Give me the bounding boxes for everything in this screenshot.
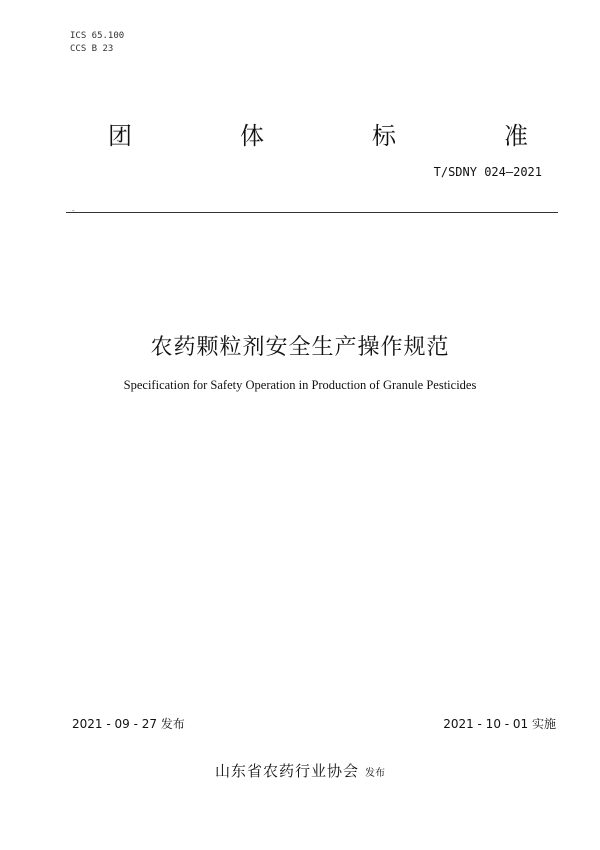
document-title-en: Specification for Safety Operation in Production of Granule Pesticides <box>123 378 477 392</box>
classification-codes <box>70 30 124 56</box>
publisher-name: 山东省农药行业协会 <box>214 762 359 780</box>
standard-type-char: 团 <box>108 122 132 150</box>
standard-type-char: 准 <box>504 122 528 150</box>
header-divider <box>66 212 558 213</box>
standard-type-char: 体 <box>240 122 264 150</box>
ccs-code: CCS B 23 <box>70 44 114 54</box>
publisher-action: 发布 <box>365 768 385 779</box>
publisher <box>0 760 600 781</box>
implement-date: 2021 - 10 - 01 实施 <box>443 717 556 731</box>
standard-number: T/SDNY 024—2021 <box>433 165 542 179</box>
rule-mark: - <box>72 207 75 215</box>
document-title-zh: 农药颗粒剂安全生产操作规范 <box>150 335 450 360</box>
standard-type <box>108 116 528 151</box>
publish-date: 2021 - 09 - 27 发布 <box>72 717 185 731</box>
standard-type-char: 标 <box>372 122 396 150</box>
ics-code: ICS 65.100 <box>70 31 125 41</box>
